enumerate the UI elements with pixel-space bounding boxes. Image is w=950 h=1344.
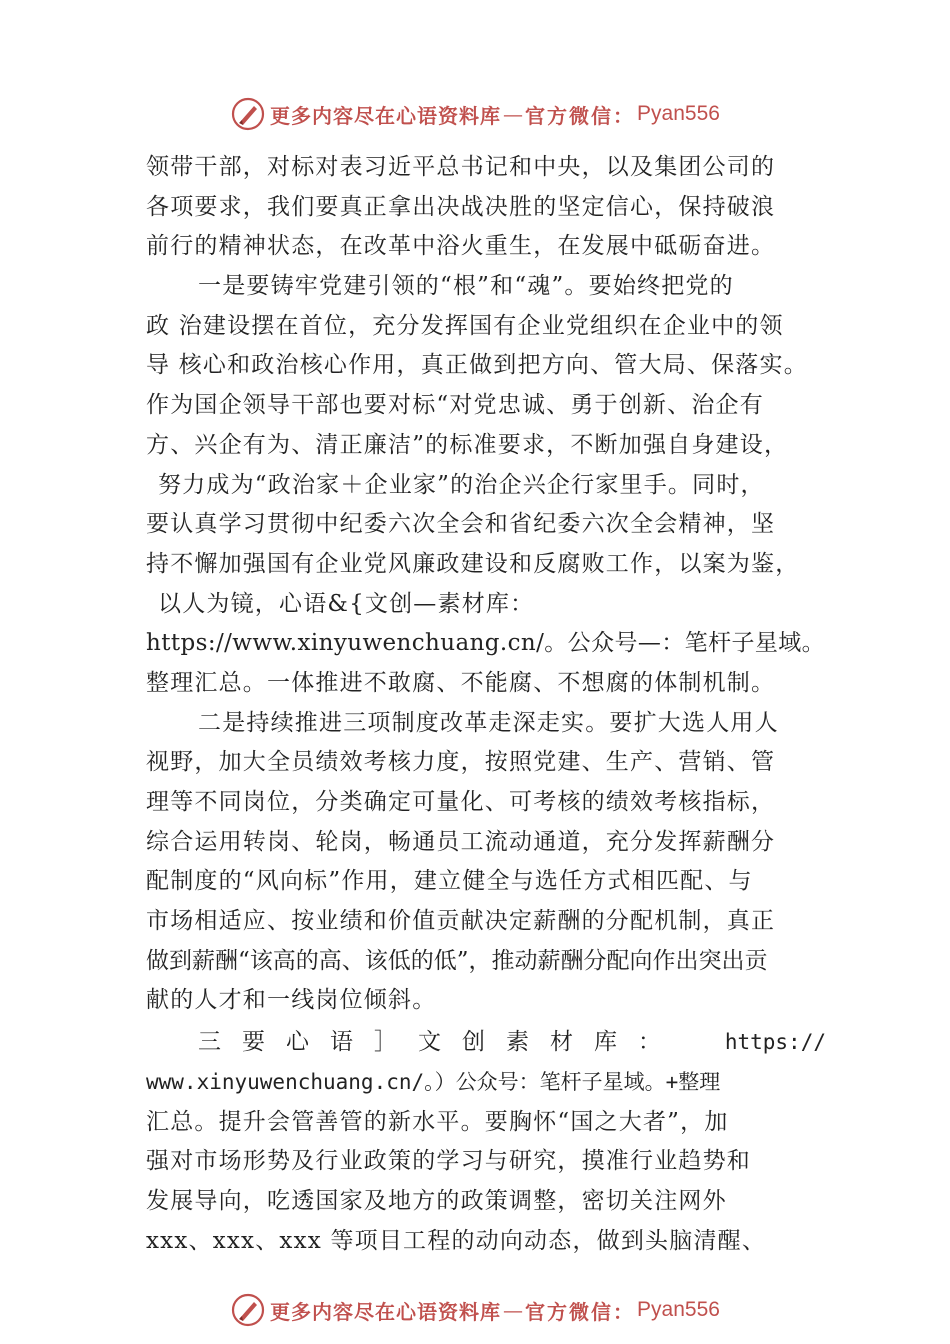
text-line: 努力成为“政治家＋企业家”的治企兴企行家里手。同时，	[158, 471, 765, 498]
text-line: 三要心语］文创素材库：	[198, 1029, 682, 1056]
url-line	[146, 624, 826, 664]
header-banner	[0, 94, 950, 134]
text-line: 以人为镜，心语&{文创—素材库：	[158, 590, 535, 617]
text-line: 做到薪酬“该高的高、该低的低”，推动薪酬分配向作出突出贡	[146, 947, 768, 974]
url-fragment: https://	[724, 1030, 826, 1055]
text-line: xxx、xxx、xxx 等项目工程的动向动态，做到头脑清醒、	[146, 1227, 767, 1254]
text-line: 发展导向，吃透国家及地方的政策调整，密切关注网外	[146, 1187, 727, 1214]
text-line: 各项要求，我们要真正拿出决战决胜的坚定信心，保持破浪	[146, 193, 776, 220]
paragraph-start-line: 一是要铸牢党建引领的“根”和“魂”。要始终把党的	[198, 273, 734, 300]
text-line: 视野，加大全员绩效考核力度，按照党建、生产、营销、管	[146, 749, 776, 776]
pen-logo-icon	[230, 96, 266, 132]
text-line: 政 治建设摆在首位，充分发挥国有企业党组织在企业中的领	[146, 312, 784, 339]
document-body	[146, 148, 826, 1261]
banner-wechat-id: Pyan556	[637, 1298, 720, 1321]
banner-text: 更多内容尽在心语资料库	[270, 103, 502, 128]
banner-text: 更多内容尽在心语资料库	[270, 1299, 502, 1324]
paragraph-start-line: 二是持续推进三项制度改革走深走实。要扩大选人用人	[198, 709, 779, 736]
text-line: 配制度的“风向标”作用，建立健全与选任方式相匹配、与	[146, 868, 753, 895]
text-line: 理等不同岗位，分类确定可量化、可考核的绩效考核指标，	[146, 789, 776, 815]
text-line: 持不懈加强国有企业党风廉政建设和反腐败工作，以案为鉴，	[146, 550, 800, 577]
text-line: 市场相适应、按业绩和价值贡献决定薪酬的分配机制，真正	[146, 908, 776, 935]
pen-logo-icon	[230, 1292, 266, 1328]
banner-wechat-label: 官方微信：	[525, 103, 636, 128]
banner-dash: —	[503, 1298, 524, 1322]
banner-wechat-label: 官方微信：	[525, 1299, 636, 1324]
footer-banner	[0, 1290, 950, 1330]
text-line: 导 核心和政治核心作用，真正做到把方向、管大局、保落实。	[146, 352, 808, 379]
text-line: https://www.xinyuwenchuang.cn/。公众号—：笔杆子星域。	[146, 630, 826, 657]
text-line: 前行的精神状态，在改革中浴火重生，在发展中砥砺奋进。	[146, 233, 776, 260]
banner-wechat-id: Pyan556	[637, 102, 720, 125]
text-line: 汇总。提升会管善管的新水平。要胸怀“国之大者”，加	[146, 1108, 729, 1135]
text-line: 方、兴企有为、清正廉洁”的标准要求，不断加强自身建设，	[146, 431, 789, 458]
paragraph-start-line	[146, 1023, 826, 1063]
text-line: 整理汇总。一体推进不敢腐、不能腐、不想腐的体制机制。	[146, 669, 776, 696]
url-line	[146, 1063, 826, 1103]
text-line: 领带干部，对标对表习近平总书记和中央，以及集团公司的	[146, 154, 776, 180]
text-line: 综合运用转岗、轮岗，畅通员工流动通道，充分发挥薪酬分	[146, 828, 776, 855]
text-line: 献的人才和一线岗位倾斜。	[146, 987, 437, 1014]
text-line: 要认真学习贯彻中纪委六次全会和省纪委六次全会精神，坚	[146, 511, 776, 538]
text-line: 强对市场形势及行业政策的学习与研究，摸准行业趋势和	[146, 1148, 751, 1175]
text-line: www.xinyuwenchuang.cn/。）公众号：笔杆子星域。+整理	[146, 1069, 721, 1094]
banner-dash: —	[503, 102, 524, 126]
text-line: 作为国企领导干部也要对标“对党忠诚、勇于创新、治企有	[146, 392, 764, 419]
